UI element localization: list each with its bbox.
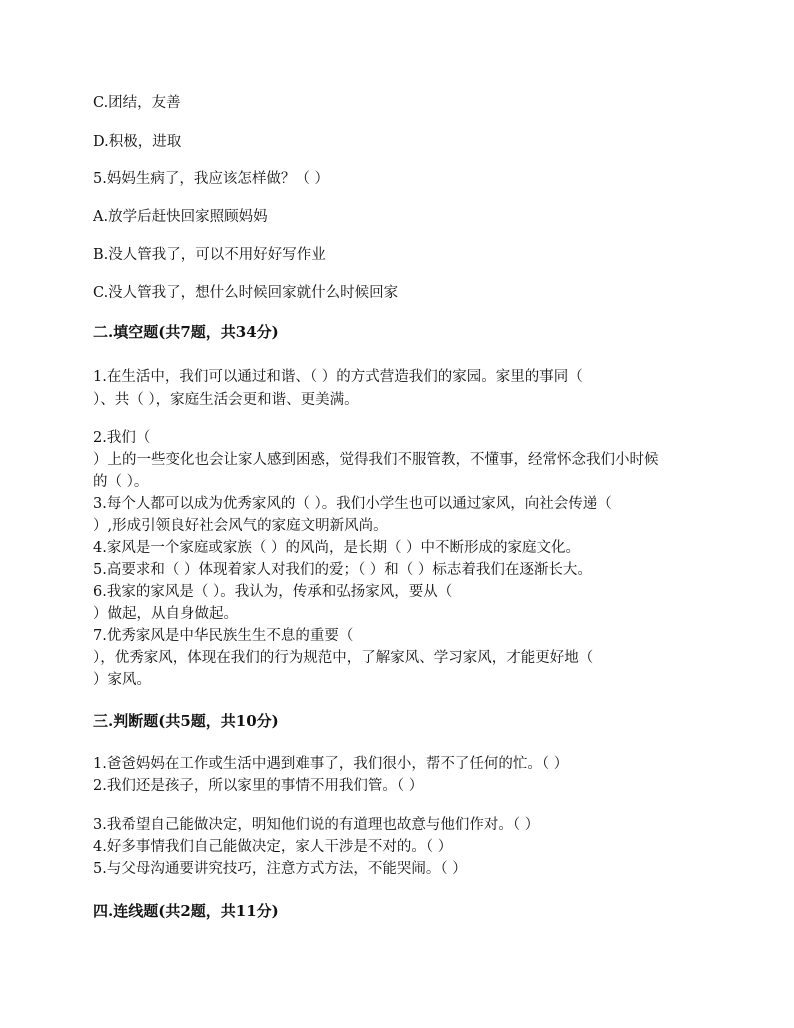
question-line: 7.优秀家风是中华民族生生不息的重要（	[93, 628, 354, 644]
option-text: C.没人管我了，想什么时候回家就什么时候回家	[93, 285, 399, 301]
question-line: ）、共（ ），家庭生活会更和谐、更美满。	[93, 392, 359, 408]
question-line: 1.在生活中，我们可以通过和谐、（ ）的方式营造我们的家园。家里的事同（	[93, 369, 583, 385]
question-line: 5.高要求和（ ）体现着家人对我们的爱；（ ）和（ ）标志着我们在逐渐长大。	[93, 562, 592, 578]
question-line: ）做起，从自身做起。	[93, 606, 238, 622]
option-text: D.积极，进取	[93, 134, 182, 150]
question-line: 5.与父母沟通要讲究技巧，注意方式方法，不能哭闹。（ ）	[93, 861, 467, 877]
question-line: 4.家风是一个家庭或家族（ ）的风尚，是长期（ ）中不断形成的家庭文化。	[93, 540, 581, 556]
question-line: 3.每个人都可以成为优秀家风的（ ）。我们小学生也可以通过家风，向社会传递（	[93, 496, 612, 512]
question-line: 2.我们还是孩子，所以家里的事情不用我们管。（ ）	[93, 778, 424, 794]
option-text: A.放学后赶快回家照顾妈妈	[93, 209, 268, 225]
option-text: B.没人管我了，可以不用好好写作业	[93, 247, 326, 263]
question-line: ）上的一些变化也会让家人感到困惑，觉得我们不服管教，不懂事，经常怀念我们小时候	[93, 452, 659, 468]
question-line: ），优秀家风，体现在我们的行为规范中，了解家风、学习家风，才能更好地（	[93, 650, 594, 666]
question-text: 5.妈妈生病了，我应该怎样做？（ ）	[93, 171, 329, 187]
section-heading-fill-blank: 二.填空题(共7题，共34分)	[93, 323, 279, 341]
question-line: 6.我家的家风是（ ）。我认为，传承和弘扬家风，要从（	[93, 584, 453, 600]
question-line: 的（ ）。	[93, 474, 149, 490]
question-line: 1.爸爸妈妈在工作或生活中遇到难事了，我们很小，帮不了任何的忙。（ ）	[93, 756, 569, 772]
section-heading-true-false: 三.判断题(共5题，共10分)	[93, 712, 279, 730]
option-text: C.团结，友善	[93, 95, 181, 111]
question-line: 2.我们（	[93, 430, 151, 446]
question-line: 3.我希望自己能做决定，明知他们说的有道理也故意与他们作对。（ ）	[93, 817, 540, 833]
question-line: ）家风。	[93, 672, 151, 688]
question-line: ）,形成引领良好社会风气的家庭文明新风尚。	[93, 518, 388, 534]
section-heading-matching: 四.连线题(共2题，共11分)	[93, 902, 279, 920]
question-line: 4.好多事情我们自己能做决定，家人干涉是不对的。（ ）	[93, 839, 453, 855]
